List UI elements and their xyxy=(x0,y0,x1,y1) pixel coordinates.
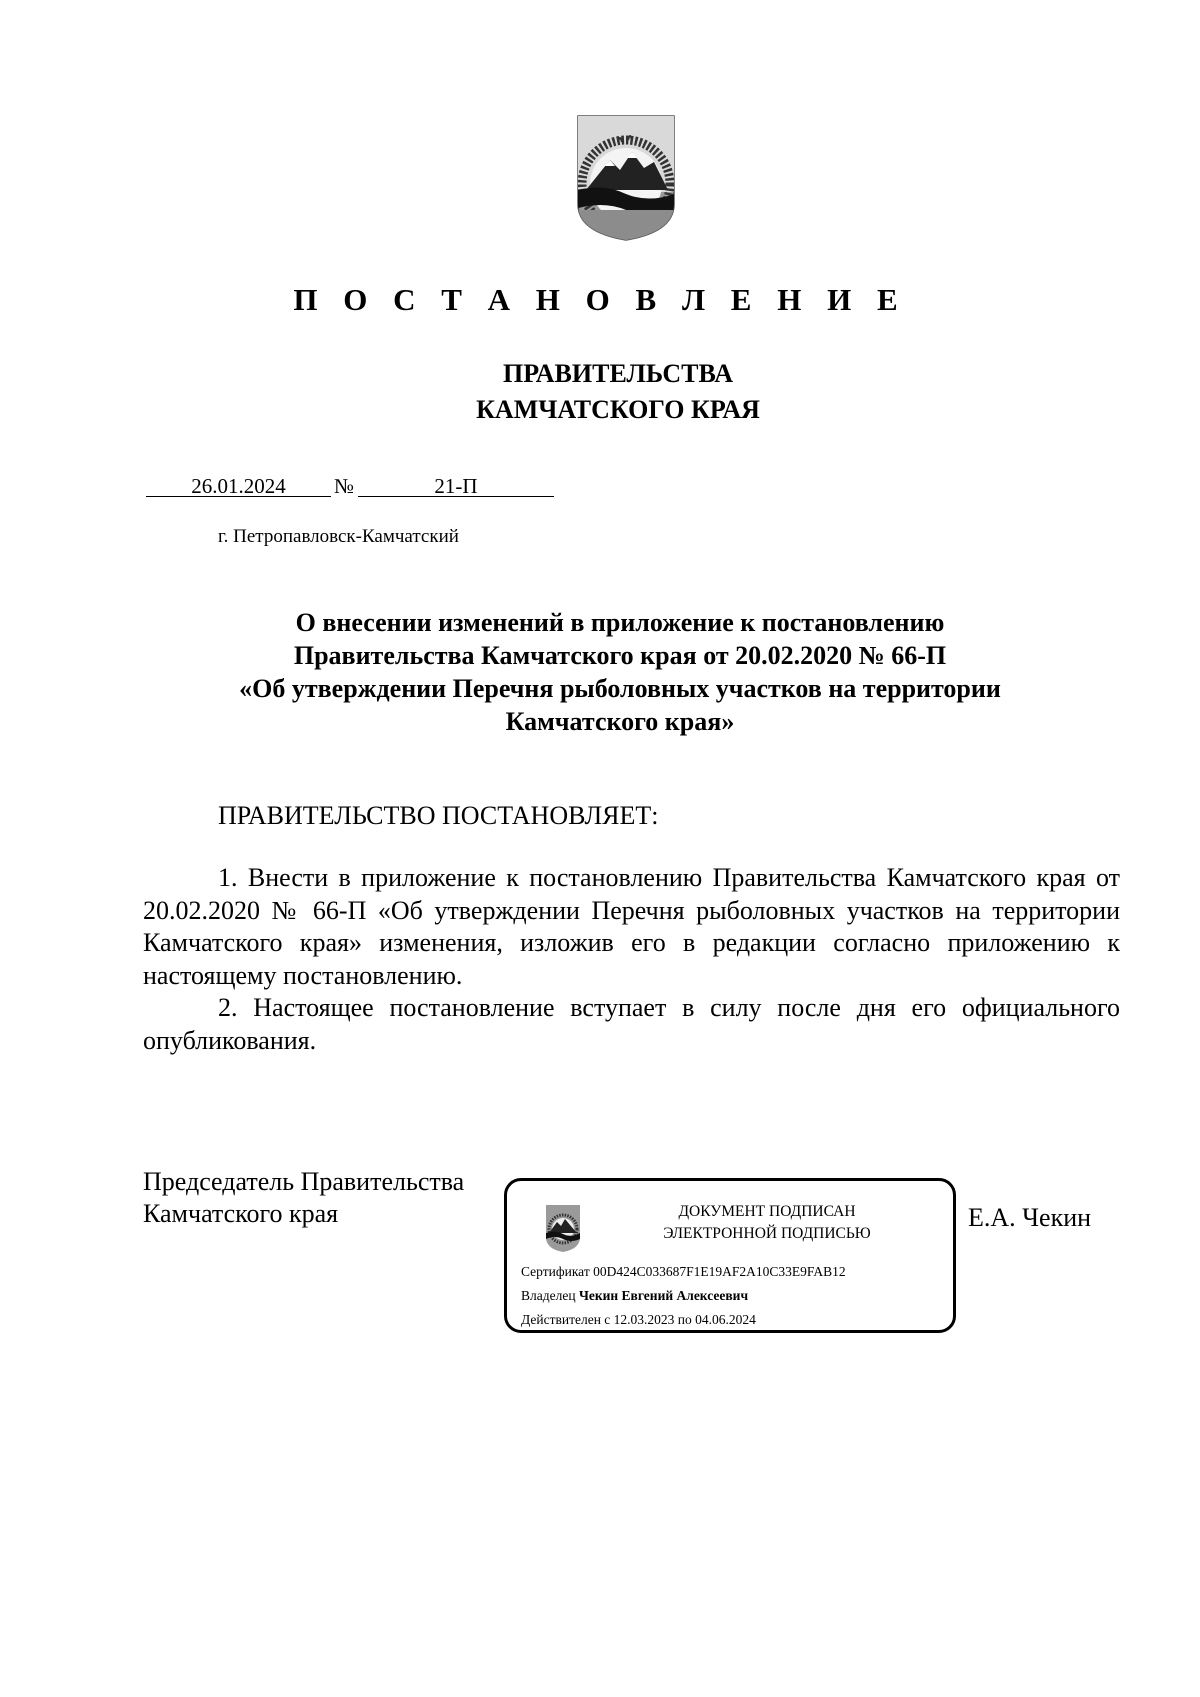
document-type-title: П О С Т А Н О В Л Е Н И Е xyxy=(293,282,907,317)
document-date: 26.01.2024 xyxy=(146,472,331,497)
certificate-label: Сертификат xyxy=(521,1264,590,1279)
issuing-authority xyxy=(0,356,1200,428)
stamp-owner xyxy=(521,1287,748,1305)
stamp-coat-of-arms-icon xyxy=(543,1203,583,1253)
number-sign: № xyxy=(334,474,355,498)
paragraph-2: 2. Настоящее постановление вступает в силу после дня его официального опубликования. xyxy=(143,993,1120,1055)
electronic-signature-stamp xyxy=(504,1178,956,1333)
stamp-certificate xyxy=(521,1263,846,1281)
valid-from: 12.03.2023 xyxy=(613,1312,675,1327)
date-number-line xyxy=(146,472,566,500)
authority-line-1: ПРАВИТЕЛЬСТВА xyxy=(503,359,733,388)
document-body xyxy=(143,862,1120,1058)
valid-to-label: по xyxy=(677,1312,692,1327)
stamp-header-line-1: ДОКУМЕНТ ПОДПИСАН xyxy=(678,1203,856,1220)
signer-title xyxy=(143,1166,464,1230)
authority-line-2: КАМЧАТСКОГО КРАЯ xyxy=(476,395,760,424)
subject-line: Правительства Камчатского края от 20.02.2020 № 66-П xyxy=(293,641,947,670)
certificate-value: 00D424C033687F1E19AF2A10C33E9FAB12 xyxy=(593,1264,846,1279)
subject-line: О внесении изменений в приложение к постановлению xyxy=(295,608,945,637)
subject-line: Камчатского края» xyxy=(505,707,735,736)
valid-label: Действителен с xyxy=(521,1312,611,1327)
document-subject xyxy=(140,606,1100,738)
owner-value: Чекин Евгений Алексеевич xyxy=(578,1288,749,1303)
paragraph-1: 1. Внести в приложение к постановлению Правительства Камчатского края от 20.02.2020 № 66-П «Об утверждении Перечня рыболовных участков на территории Камчатского края» изменения, изложив его в редакции согласно приложению к настоящему постановлению. xyxy=(143,863,1120,990)
signer-title-line-2: Камчатского края xyxy=(143,1199,339,1228)
signer-title-line-1: Председатель Правительства xyxy=(143,1167,465,1196)
preamble: ПРАВИТЕЛЬСТВО ПОСТАНОВЛЯЕТ: xyxy=(218,801,659,830)
owner-label: Владелец xyxy=(521,1288,576,1303)
document-number: 21-П xyxy=(358,472,554,497)
stamp-validity xyxy=(521,1311,756,1329)
subject-line: «Об утверждении Перечня рыболовных участков на территории xyxy=(239,674,1001,703)
signer-name: Е.А. Чекин xyxy=(968,1203,1092,1232)
city-line: г. Петропавловск-Камчатский xyxy=(218,526,459,547)
stamp-header-line-2: ЭЛЕКТРОННОЙ ПОДПИСЬЮ xyxy=(663,1225,871,1242)
coat-of-arms-icon xyxy=(572,112,680,242)
valid-to: 04.06.2024 xyxy=(695,1312,756,1327)
stamp-header xyxy=(597,1201,937,1245)
